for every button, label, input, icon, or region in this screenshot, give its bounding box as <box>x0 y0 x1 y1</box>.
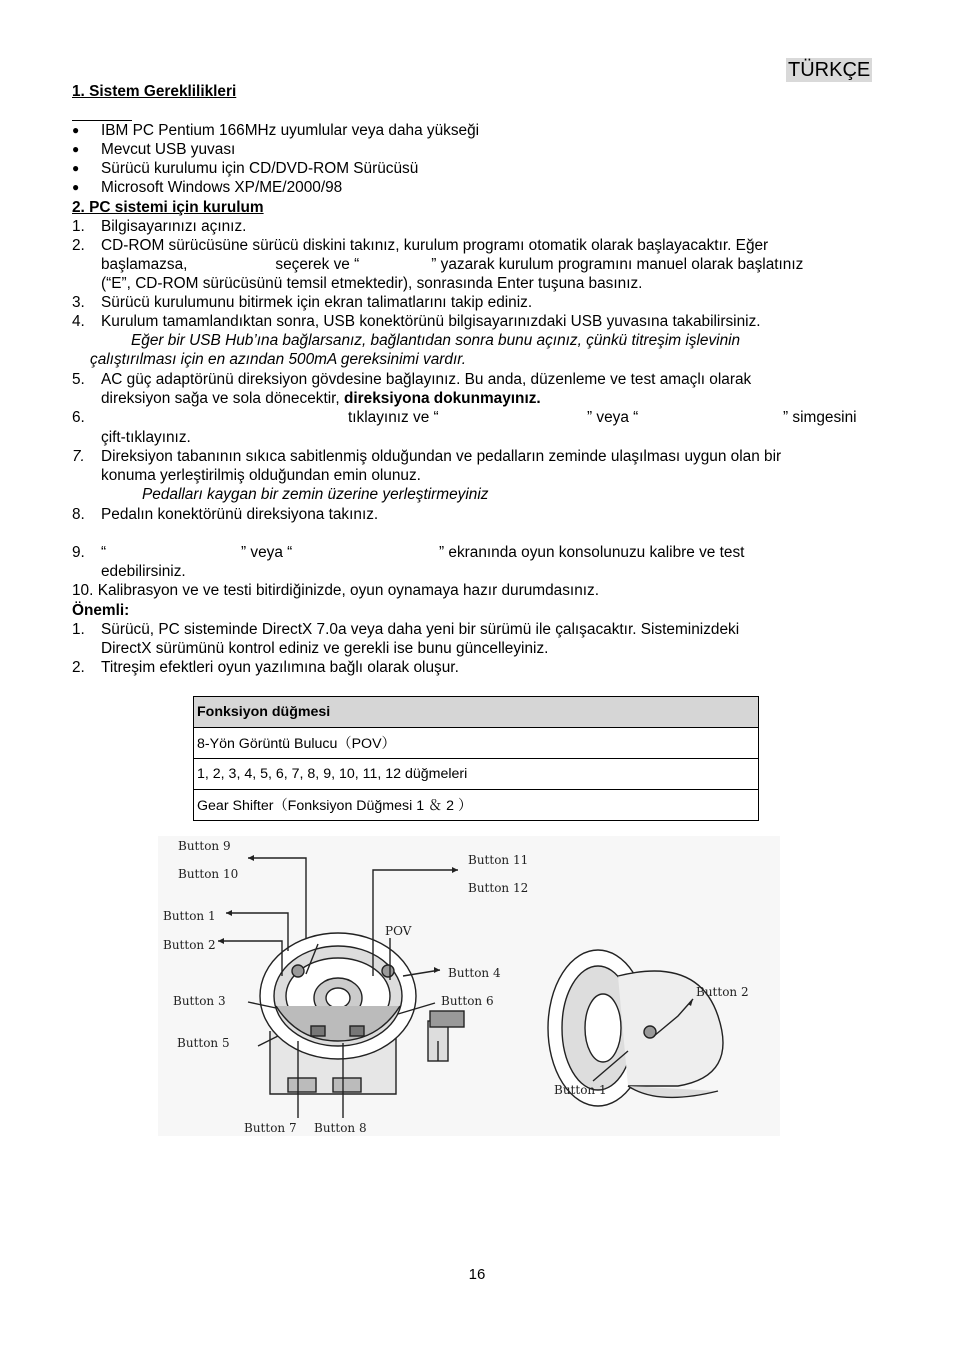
label-button-5: Button 5 <box>177 1036 230 1050</box>
label-button-1: Button 1 <box>163 909 216 923</box>
label-button-6: Button 6 <box>441 994 494 1008</box>
table-row: 1, 2, 3, 4, 5, 6, 7, 8, 9, 10, 11, 12 düğmeleri <box>194 759 759 790</box>
label-button-8: Button 8 <box>314 1121 367 1135</box>
label-button-3: Button 3 <box>173 994 226 1008</box>
bullet-icon: ● <box>72 180 80 194</box>
label-side-button-1: Button 1 <box>554 1083 607 1097</box>
label-button-7: Button 7 <box>244 1121 297 1135</box>
wheel-diagram <box>158 836 780 1136</box>
section2-title: 2. PC sistemi için kurulum <box>72 199 264 216</box>
step-7-note: Pedalları kaygan bir zemin üzerine yerleştirmeyiniz <box>142 486 489 503</box>
language-label: TÜRKÇE <box>788 59 871 81</box>
label-button-12: Button 12 <box>468 881 529 895</box>
step-4-note-2: çalıştırılması için en azından 500mA gereksinimi vardır. <box>90 351 467 368</box>
step-10: 10. Kalibrasyon ve ve testi bitirdiğinizde, oyun oynamaya hazır durumdasınız. <box>72 582 599 599</box>
bullet-icon: ● <box>72 161 80 175</box>
bullet-icon: ● <box>72 142 80 156</box>
section1-title: 1. Sistem Gereklilikleri <box>72 83 237 100</box>
table-row: 8-Yön Görüntü Bulucu（POV） <box>194 728 759 759</box>
label-button-11: Button 11 <box>468 853 529 867</box>
bullet-icon: ● <box>72 123 80 137</box>
step-4-note: Eğer bir USB Hub’ına bağlarsanız, bağlantıdan sonra bunu açınız, çünkü titreşim işlevinin <box>131 332 741 349</box>
label-side-button-2: Button 2 <box>696 985 749 999</box>
label-button-4: Button 4 <box>448 966 501 980</box>
label-pov: POV <box>385 924 412 938</box>
page-number: 16 <box>468 1266 486 1283</box>
label-button-2: Button 2 <box>163 938 216 952</box>
table-header: Fonksiyon düğmesi <box>194 697 759 728</box>
important-title: Önemli: <box>72 602 130 619</box>
label-button-10: Button 10 <box>178 867 239 881</box>
label-button-9: Button 9 <box>178 839 231 853</box>
table-row: Gear Shifter（Fonksiyon Düğmesi 1 ＆ 2 ） <box>194 790 759 821</box>
function-button-table <box>193 696 759 821</box>
